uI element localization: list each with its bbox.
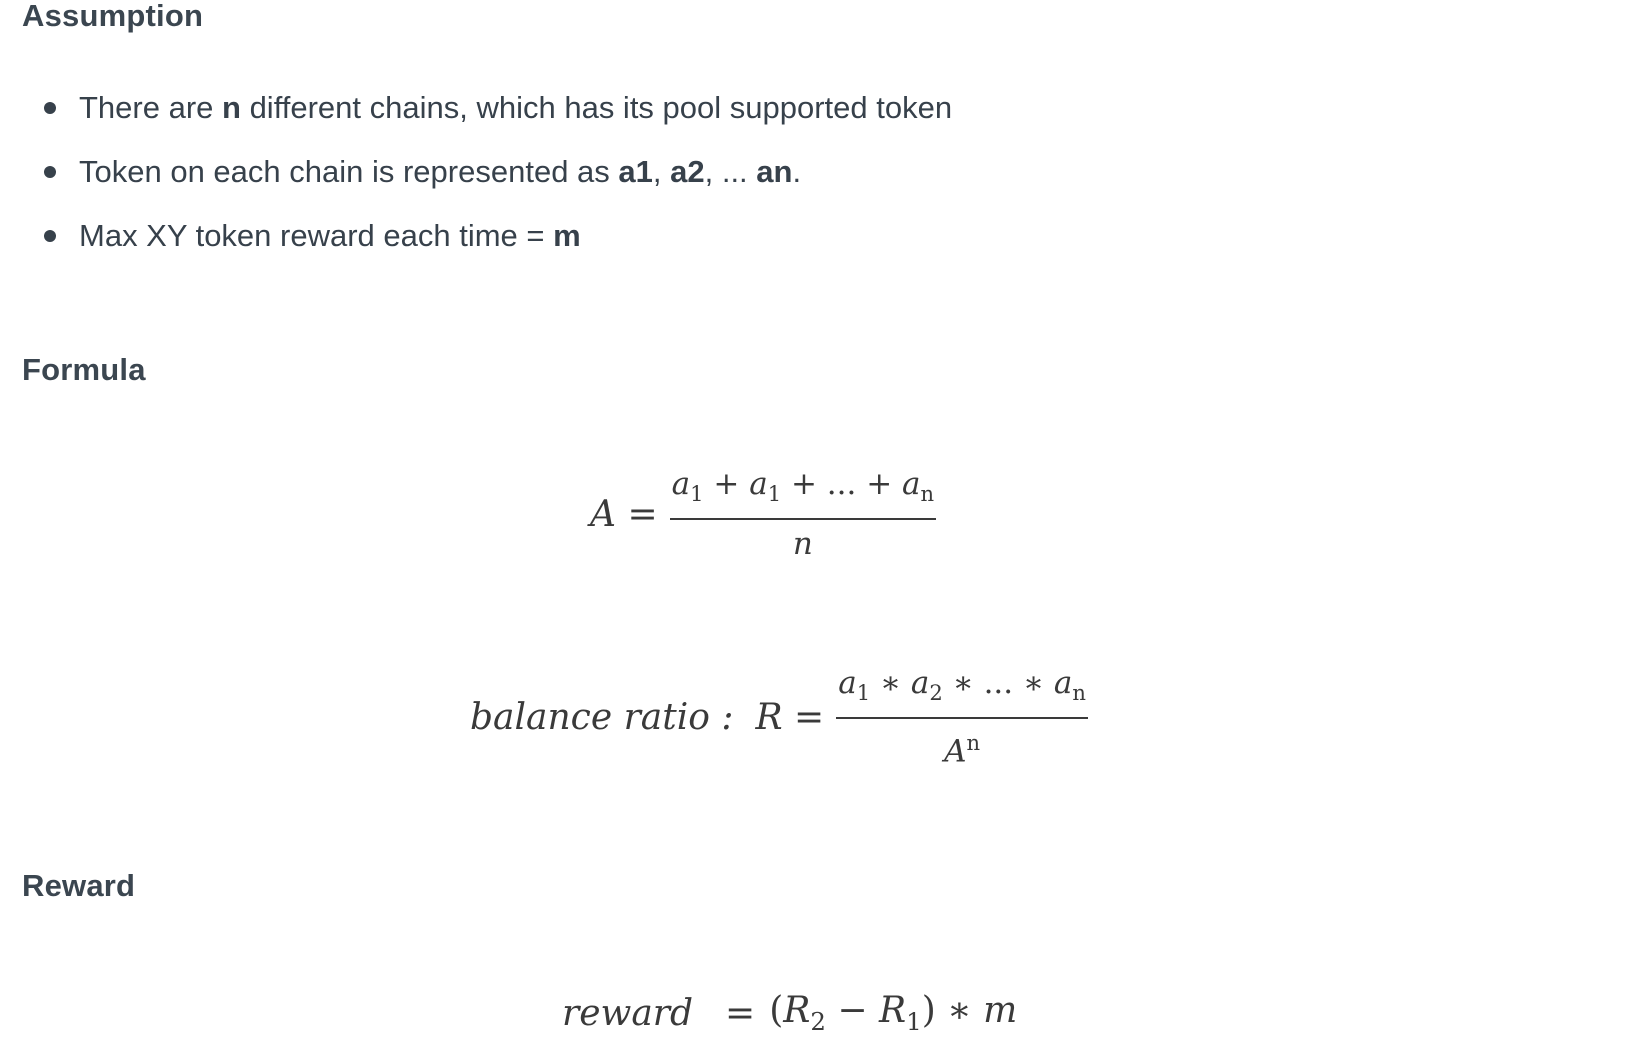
numerator: $a_1 + a_1$ + ... + $a_n$ — [670, 466, 937, 520]
equals-sign: = — [725, 992, 756, 1034]
fraction — [670, 466, 937, 562]
list-item: There are n different chains, which has its pool supported token — [0, 88, 952, 152]
bullet-dot-icon — [44, 166, 56, 178]
assumption-list — [0, 88, 952, 280]
formula-lhs: A = — [590, 493, 658, 535]
formula-balance-ratio — [470, 665, 1088, 770]
formula-lhs: R = — [755, 696, 825, 738]
bullet-dot-icon — [44, 230, 56, 242]
numerator: $a_1$ ∗ $a_2$ ∗ ... ∗ $a_n$ — [836, 665, 1088, 719]
list-item: Max XY token reward each time = m — [0, 216, 952, 280]
fraction — [836, 665, 1088, 770]
formula-rhs: $(R_2 - R_1)$ ∗ m — [769, 990, 1018, 1037]
heading-assumption: Assumption — [22, 0, 204, 33]
bullet-dot-icon — [44, 102, 56, 114]
formula-average — [590, 466, 936, 562]
denominator: n — [792, 526, 813, 563]
formula-reward — [562, 990, 1017, 1036]
formula-label: balance ratio : — [470, 696, 734, 738]
formula-lhs: reward — [562, 992, 694, 1034]
heading-reward: Reward — [22, 868, 136, 903]
heading-formula: Formula — [22, 352, 146, 387]
denominator: $A^n$ — [944, 730, 981, 770]
list-item: Token on each chain is represented as a1, a2, ... an. — [0, 152, 952, 216]
